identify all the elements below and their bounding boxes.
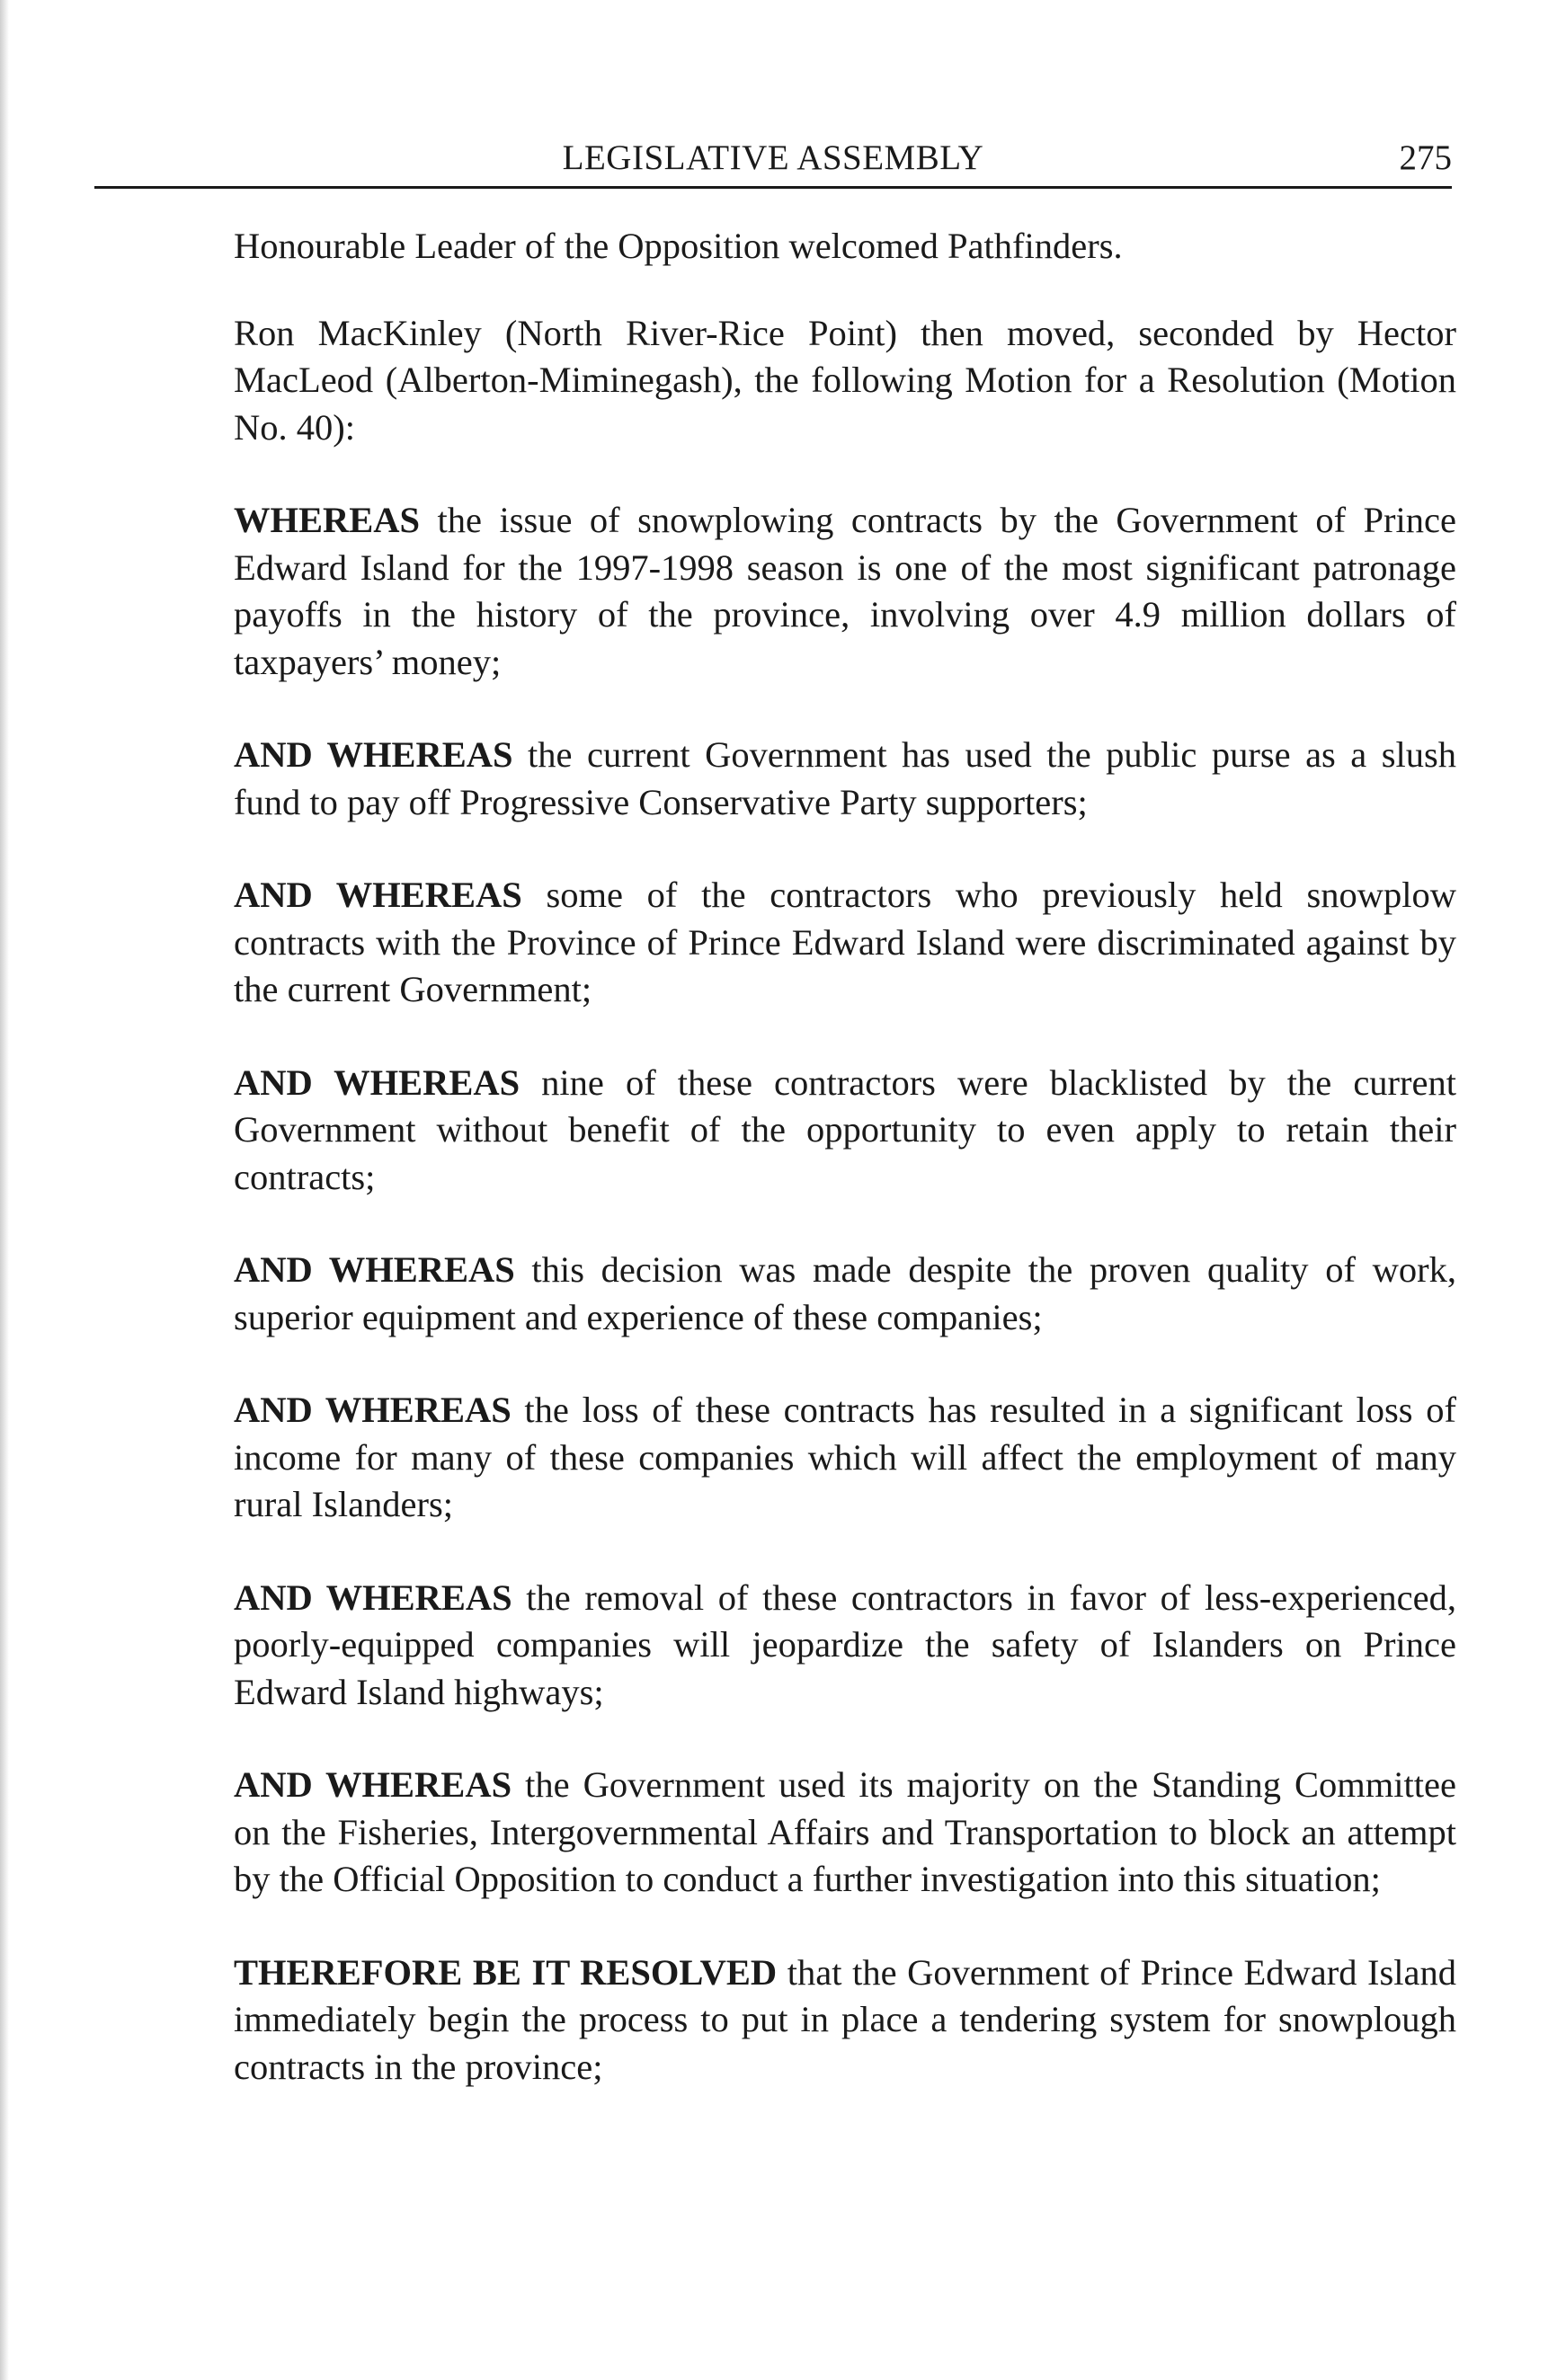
resolution-text: that the Government of Prince Edward Island immediately begin the process to put in place a tendering system for snowplough contracts in the province;	[234, 1951, 1456, 2087]
clause-text: the issue of snowplowing contracts by the Government of Prince Edward Island for the 1997-1998 season is one of the most significant patronage payoffs in the history of the province, involving over 4.9 million dollars of taxpayers’ money;	[234, 500, 1456, 682]
clause-text: the Government used its majority on the Standing Committee on the Fisheries, Intergovernmental Affairs and Transportation to block an attempt by the Official Opposition to conduct a further investigation into this situation;	[234, 1764, 1456, 1899]
clause-lead: AND WHEREAS	[234, 734, 513, 775]
clause-lead: AND WHEREAS	[234, 1390, 512, 1430]
header-rule	[94, 186, 1452, 189]
resolution-paragraph	[234, 1949, 1456, 2091]
clause-text: this decision was made despite the proven quality of work, superior equipment and experience of these companies;	[234, 1249, 1456, 1337]
clause-lead: WHEREAS	[234, 500, 421, 540]
page-binding-edge	[0, 0, 9, 2380]
clause-text: the loss of these contracts has resulted in a significant loss of income for many of these companies which will affect the employment of many rural Islanders;	[234, 1390, 1456, 1524]
clause-lead: AND WHEREAS	[234, 1249, 515, 1290]
page-body	[234, 223, 1456, 2136]
clause-lead: AND WHEREAS	[234, 1576, 512, 1618]
page-number: 275	[1399, 138, 1452, 177]
clause-lead: AND WHEREAS	[234, 1061, 520, 1103]
resolution-lead: THEREFORE BE IT RESOLVED	[234, 1951, 778, 1993]
clause-paragraph	[234, 872, 1456, 1014]
clause-text: nine of these contractors were blacklisted by the current Government without benefit of the opportunity to even apply to retain their contracts;	[234, 1061, 1457, 1197]
motion-intro-paragraph: Ron MacKinley (North River-Rice Point) then moved, seconded by Hector MacLeod (Alberton-Miminegash), the following Motion for a Resolution (Motion No. 40):	[234, 312, 1456, 448]
clause-paragraph	[234, 1247, 1456, 1341]
clause-paragraph	[234, 732, 1456, 826]
clause-text: some of the contractors who previously held snowplow contracts with the Province of Prince Edward Island were discriminated against by the current Government;	[234, 875, 1456, 1009]
clause-lead: AND WHEREAS	[234, 875, 522, 915]
intro-paragraph: Honourable Leader of the Opposition welcomed Pathfinders.	[234, 226, 1123, 266]
clause-paragraph	[234, 1575, 1456, 1717]
clause-paragraph	[234, 1060, 1456, 1202]
clause-text: the current Government has used the public purse as a slush fund to pay off Progressive Conservative Party supporters;	[234, 734, 1456, 822]
clause-text: the removal of these contractors in favor of less-experienced, poorly-equipped companies will jeopardize the safety of Islanders on Prince Edward Island highways;	[234, 1576, 1456, 1712]
header-title: LEGISLATIVE ASSEMBLY	[562, 138, 984, 177]
clause-paragraph	[234, 497, 1456, 686]
clause-paragraph	[234, 1762, 1456, 1904]
running-header	[94, 135, 1452, 182]
clause-lead: AND WHEREAS	[234, 1764, 512, 1805]
clause-paragraph	[234, 1387, 1456, 1529]
